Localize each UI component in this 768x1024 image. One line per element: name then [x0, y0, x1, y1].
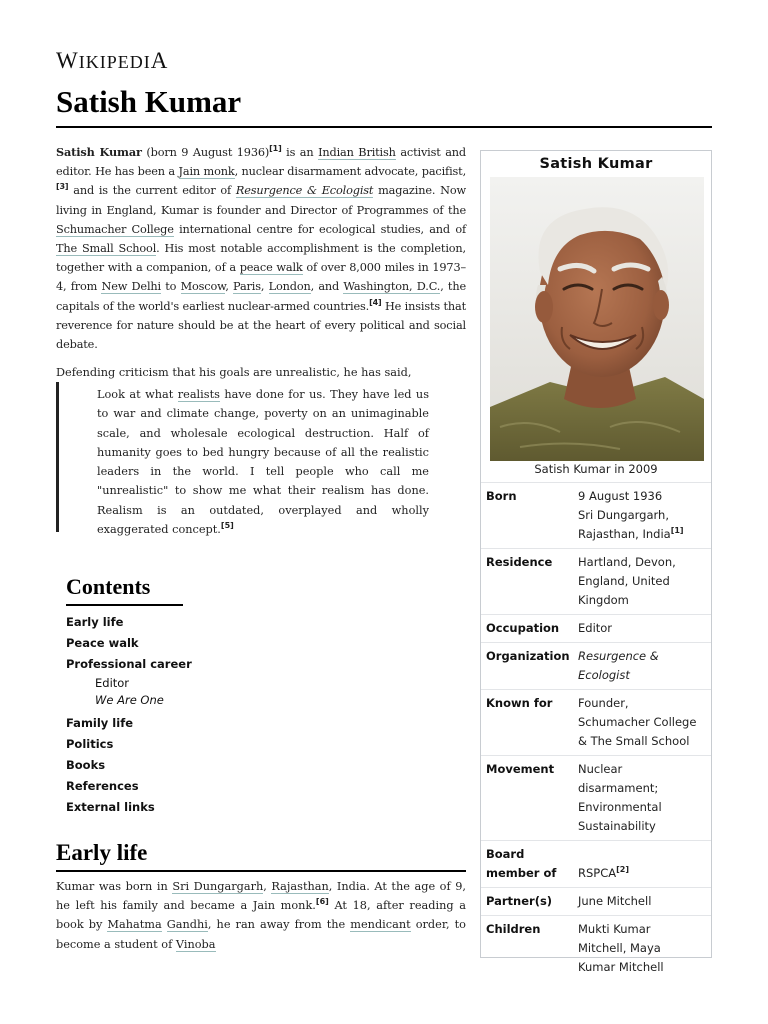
link-london[interactable]: London — [268, 280, 311, 294]
infobox-label: Occupation — [486, 621, 560, 635]
toc-title: Contents — [66, 574, 183, 606]
infobox-label: Born — [486, 489, 517, 503]
ref-4[interactable]: [4] — [369, 297, 382, 307]
early-life-paragraph: Kumar was born in Sri Dungargarh, Rajasthan, India. At the age of 9, he left his family and became a Jain monk.[6] At 18, after reading a book by Mahatma Gandhi, he ran away from the mendicant order, to become a student of Vinoba — [56, 880, 466, 951]
ref-rspca[interactable]: [2] — [616, 865, 630, 875]
link-rajasthan[interactable]: Rajasthan — [271, 880, 329, 893]
title-rule — [56, 126, 712, 128]
infobox-label: Known for — [486, 696, 553, 710]
quote-text: Look at what realists have done for us. They have led us to war and climate change, poverty on an unimaginable scale, and wholesale ecological destruction. Half of humanity goes to bed hungry because of all the realistic leaders in the world. I tell people who call me "unrealistic" to show me what their realism has done. Realism is an outdated, overplayed and wholly exaggerated concept.[5] — [97, 388, 430, 537]
link-sri-dungargarh[interactable]: Sri Dungargarh — [172, 880, 264, 893]
ref-3[interactable]: [3] — [56, 182, 69, 192]
link-washington[interactable]: Washington, D.C. — [343, 280, 441, 294]
infobox-rows — [481, 482, 711, 981]
link-paris[interactable]: Paris — [233, 280, 261, 294]
link-mendicant[interactable]: mendicant — [350, 918, 411, 932]
link-realists[interactable]: realists — [177, 388, 220, 401]
page-title: Satish Kumar — [56, 84, 242, 119]
infobox-row-children — [481, 915, 711, 981]
link-peace-walk[interactable]: peace walk — [239, 261, 303, 275]
infobox-label: Movement — [486, 762, 555, 776]
link-small-school[interactable]: The Small School — [56, 242, 157, 256]
link-mahatma[interactable]: Mahatma — [107, 918, 162, 932]
infobox-row-residence — [481, 548, 711, 614]
table-of-contents — [66, 574, 366, 818]
infobox-value: June Mitchell — [578, 894, 652, 908]
infobox-value: Nuclear disarmament; Environmental Sustainability — [578, 762, 662, 833]
infobox-value: Mukti Kumar Mitchell, Maya Kumar Mitchell — [578, 922, 664, 974]
ref-born[interactable]: [1] — [670, 526, 684, 536]
infobox-value: Editor — [578, 621, 613, 635]
infobox-label: Children — [486, 922, 541, 936]
infobox-title: Satish Kumar — [539, 156, 653, 172]
toc-item-references[interactable]: References — [66, 779, 139, 793]
quote-intro: Defending criticism that his goals are unrealistic, he has said, — [56, 366, 412, 380]
infobox-label: Organization — [486, 649, 570, 663]
infobox-row-organization — [481, 642, 711, 689]
blockquote — [56, 382, 466, 537]
infobox-row-born — [481, 482, 711, 548]
infobox-value: 9 August 1936 Sri Dungargarh, Rajasthan, India[1] — [578, 489, 684, 541]
article-body — [56, 143, 467, 537]
infobox-row-occupation — [481, 614, 711, 642]
infobox-value: Hartland, Devon, England, United Kingdom — [578, 555, 676, 607]
toc-item-external-links[interactable]: External links — [66, 800, 155, 814]
toc-item-politics[interactable]: Politics — [66, 737, 114, 751]
toc-item-early-life[interactable]: Early life — [66, 615, 124, 629]
infobox-row-movement — [481, 755, 711, 840]
link-schumacher-college[interactable]: Schumacher College — [56, 222, 174, 236]
ref-1[interactable]: [1] — [269, 144, 282, 154]
portrait-photo[interactable] — [490, 177, 704, 461]
link-jain-monk[interactable]: Jain monk — [178, 165, 235, 179]
lead-paragraph: Satish Kumar (born 9 August 1936)[1] is an Indian British activist and editor. He has been a Jain monk, nuclear disarmament advocate, pacifist,[3] and is the current editor of Resurgence & Ecologist magazine. Now living in England, Kumar is founder and Director of Programmes of the Schumacher College international centre for ecological studies, and of The Small School. His most notable accomplishment is the completion, together with a companion, of a peace walk of over 8,000 miles in 1973–4, from New Delhi to Moscow, Paris, London, and Washington, D.C., the capitals of the world's earliest nuclear-armed countries.[4] He insists that reverence for nature should be at the heart of every political and social debate. — [56, 144, 467, 352]
link-gandhi[interactable]: Gandhi — [166, 918, 208, 932]
photo-caption: Satish Kumar in 2009 — [534, 462, 658, 476]
infobox-value: RSPCA[2] — [578, 865, 630, 880]
infobox-row-partner — [481, 887, 711, 915]
toc-item-books[interactable]: Books — [66, 758, 106, 772]
toc-subitem-we-are-one[interactable]: We Are One — [95, 693, 164, 707]
link-resurgence-ecologist[interactable]: Resurgence & Ecologist — [235, 184, 374, 198]
infobox-value: Founder, Schumacher College & The Small School — [578, 696, 697, 748]
infobox-value: Resurgence & Ecologist — [578, 649, 659, 682]
ref-6[interactable]: [6] — [315, 897, 329, 907]
infobox-row-board-member — [481, 840, 711, 887]
toc-subitem-editor[interactable]: Editor — [95, 676, 130, 690]
section-heading-early-life: Early life — [56, 840, 466, 872]
toc-item-family-life[interactable]: Family life — [66, 716, 133, 730]
toc-item-peace-walk[interactable]: Peace walk — [66, 636, 139, 650]
link-new-delhi[interactable]: New Delhi — [101, 280, 162, 294]
infobox-label: Partner(s) — [486, 894, 553, 908]
infobox-row-known-for — [481, 689, 711, 755]
infobox-label: Residence — [486, 555, 553, 569]
link-indian-british[interactable]: Indian British — [318, 146, 396, 159]
infobox — [480, 150, 712, 974]
wikipedia-wordmark[interactable]: WIKIPEDIA — [56, 48, 169, 73]
ref-5[interactable]: [5] — [220, 521, 234, 531]
link-moscow[interactable]: Moscow — [180, 280, 226, 294]
toc-item-professional-career[interactable]: Professional career — [66, 657, 192, 671]
link-vinoba[interactable]: Vinoba — [175, 937, 216, 951]
infobox-label: Board member of — [486, 847, 557, 880]
